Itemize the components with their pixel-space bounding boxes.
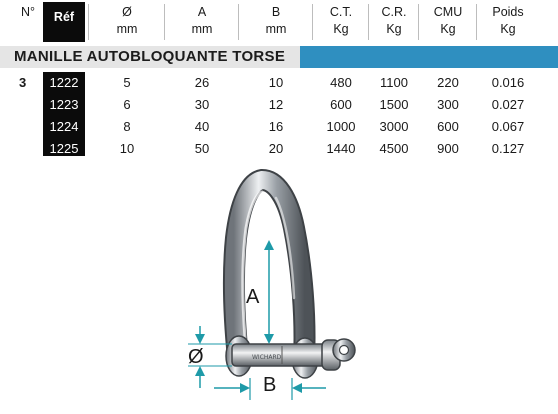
pin-marking: WICHARD [252,354,282,361]
cell-cmu: 220 [437,75,459,90]
cell-diameter: 10 [119,141,135,156]
cell-cr: 3000 [379,119,409,134]
section-title: MANILLE AUTOBLOQUANTE TORSE [0,46,300,68]
cell-diameter: 8 [123,119,131,134]
divider [418,4,419,40]
cell-ref: 1225 [49,141,79,156]
header-diameter: Ø mm [116,5,138,36]
cell-ct: 480 [330,75,352,90]
cell-diameter: 5 [123,75,131,90]
cell-b: 20 [268,141,284,156]
table-header [0,0,558,44]
header-cmu: CMU Kg [433,5,463,36]
cell-weight: 0.016 [491,75,525,90]
label-diameter: Ø [188,346,204,368]
cell-ref: 1222 [49,75,79,90]
table-row [0,72,558,94]
twisted-shackle-illustration [0,168,558,414]
group-number: 3 [19,75,27,90]
cell-cmu: 300 [437,97,459,112]
cell-b: 10 [268,75,284,90]
header-no: N° [20,5,36,19]
cell-a: 50 [194,141,210,156]
label-a: A [246,286,260,308]
divider [88,4,89,40]
cell-ref: 1224 [49,119,79,134]
table-body [0,72,558,160]
table-row [0,94,558,116]
cell-b: 12 [268,97,284,112]
divider [164,4,165,40]
cell-cr: 1500 [379,97,409,112]
shackle-diagram [0,168,558,414]
cell-ct: 1000 [326,119,356,134]
dimension-a [264,240,274,344]
divider [476,4,477,40]
header-cr: C.R. Kg [381,5,407,36]
header-ct: C.T. Kg [329,5,353,36]
divider [312,4,313,40]
cell-cmu: 900 [437,141,459,156]
cell-ref: 1223 [49,97,79,112]
cell-weight: 0.027 [491,97,525,112]
cell-a: 40 [194,119,210,134]
cell-weight: 0.127 [491,141,525,156]
cell-a: 26 [194,75,210,90]
cell-cr: 4500 [379,141,409,156]
cell-diameter: 6 [123,97,131,112]
table-row [0,138,558,160]
cell-b: 16 [268,119,284,134]
cell-ct: 1440 [326,141,356,156]
table-row [0,116,558,138]
divider [238,4,239,40]
label-b: B [263,374,277,396]
shackle-pin [232,339,355,370]
cell-cmu: 600 [437,119,459,134]
header-b: B mm [265,5,287,36]
header-a: A mm [191,5,213,36]
cell-weight: 0.067 [491,119,525,134]
cell-ct: 600 [330,97,352,112]
cell-a: 30 [194,97,210,112]
header-weight: Poids Kg [492,5,524,36]
specification-table [0,0,558,156]
header-ref: Réf [43,2,85,42]
cell-cr: 1100 [380,75,408,90]
divider [368,4,369,40]
